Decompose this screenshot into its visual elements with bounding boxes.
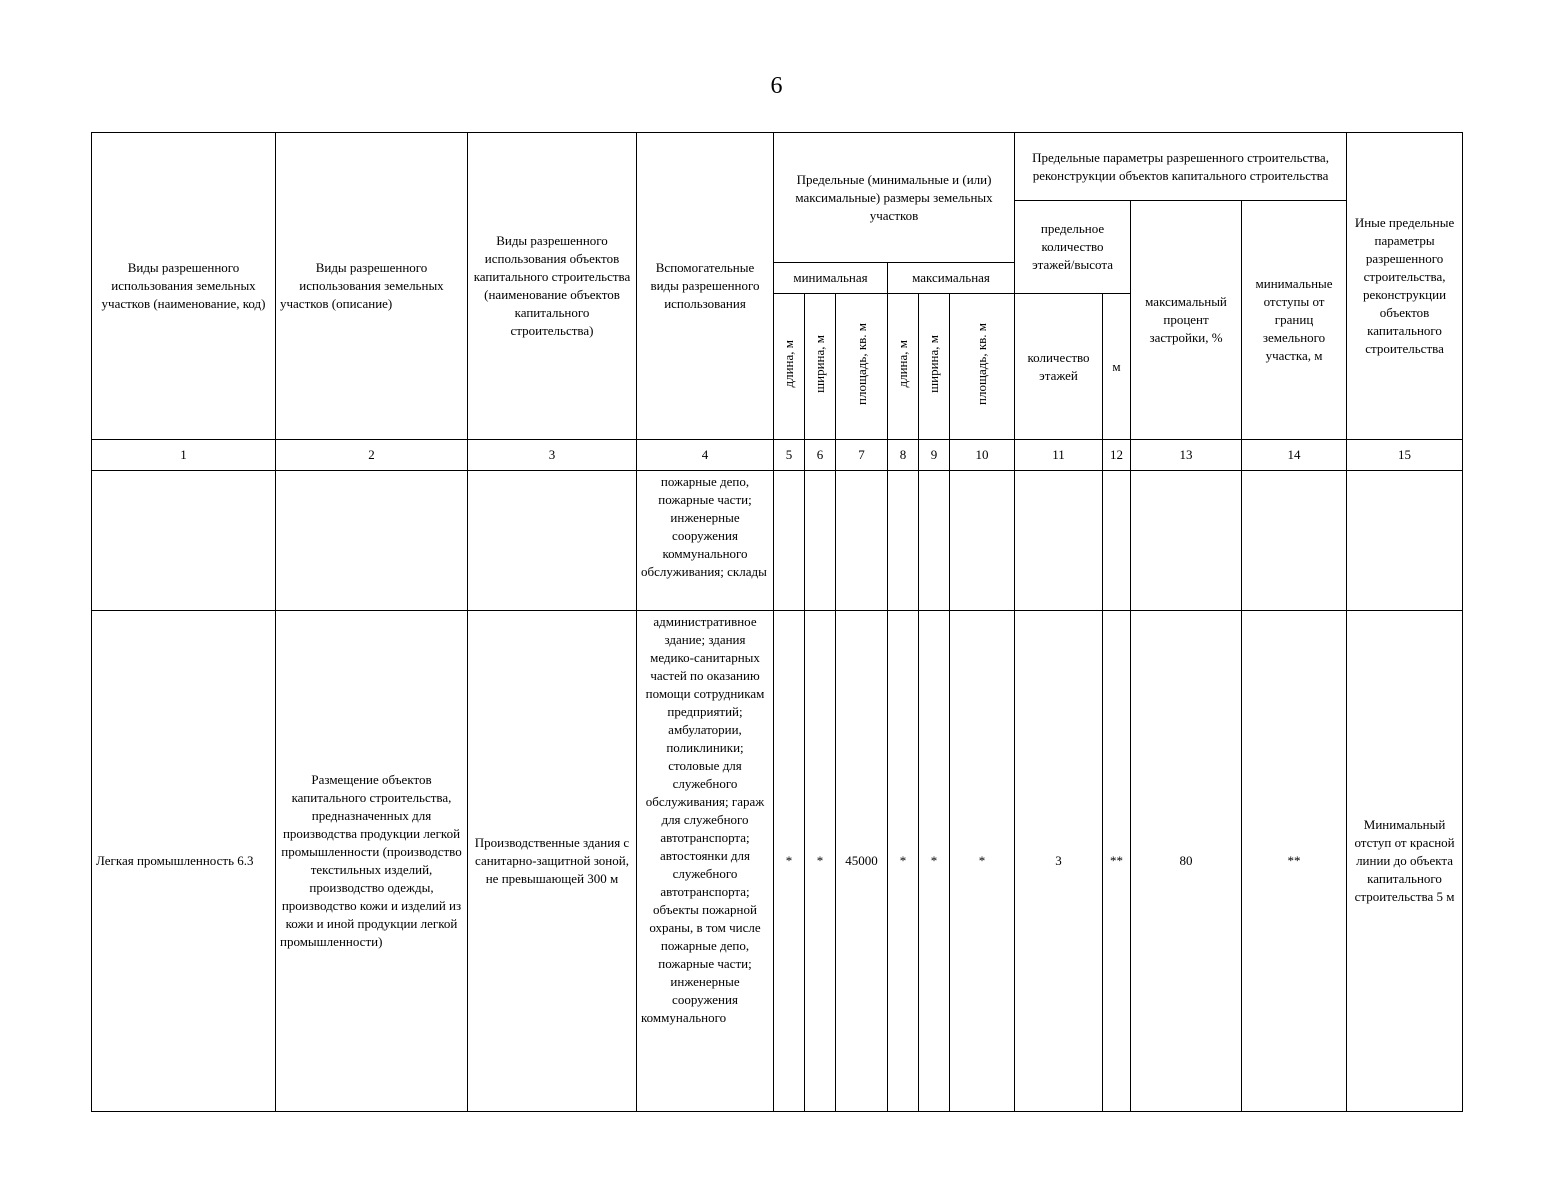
- column-number: 10: [950, 440, 1015, 471]
- header-min-width: ширина, м: [812, 335, 827, 393]
- cell-min-area: [836, 471, 888, 611]
- cell-land-use-name: Легкая промышленность 6.3: [92, 611, 276, 1112]
- zoning-parameters-table: [91, 132, 1463, 1112]
- header-col11: количество этажей: [1015, 294, 1103, 440]
- header-maximum: максимальная: [888, 263, 1015, 294]
- header-max-width: ширина, м: [926, 335, 941, 393]
- column-number: 6: [805, 440, 836, 471]
- cell-max-percent: [1131, 471, 1242, 611]
- cell-max-width: *: [919, 611, 950, 1112]
- header-group-params: Предельные параметры разрешенного строительства, реконструкции объектов капитального строительства: [1015, 133, 1347, 201]
- header-col6: [805, 294, 836, 440]
- cell-min-setback: [1242, 471, 1347, 611]
- column-number: 3: [468, 440, 637, 471]
- header-max-area: площадь, кв. м: [974, 323, 990, 405]
- header-col1: Виды разрешенного использования земельных участков (наименование, код): [92, 133, 276, 440]
- column-number: 9: [919, 440, 950, 471]
- column-number: 11: [1015, 440, 1103, 471]
- cell-land-use-description: Размещение объектов капитального строительства, предназначенных для производства продукции легкой промышленности (производство текстильных изделий, производство одежды, производство кожи и изделий из кожи и иной продукции легкой промышленности): [276, 611, 468, 1112]
- cell-other-params: [1347, 471, 1463, 611]
- column-number: 13: [1131, 440, 1242, 471]
- header-min-setback: минимальные отступы от границ земельного участка, м: [1242, 201, 1347, 440]
- cell-max-length: *: [888, 611, 919, 1112]
- cell-auxiliary-uses: пожарные депо, пожарные части; инженерные сооружения коммунального обслуживания; склады: [637, 471, 774, 611]
- column-number: 1: [92, 440, 276, 471]
- column-number-row: [92, 440, 1463, 471]
- cell-auxiliary-uses: административное здание; здания медико-санитарных частей по оказанию помощи сотрудникам предприятий; амбулатории, поликлиники; столовые для служебного обслуживания; гараж для служебного автотранспорта; автостоянки для служебного автотранспорта; объекты пожарной охраны, в том числе пожарные депо, пожарные части; инженерные сооружения коммунального: [637, 611, 774, 1112]
- header-col3: Виды разрешенного использования объектов капитального строительства (наименование объектов капитального строительства): [468, 133, 637, 440]
- column-number: 4: [637, 440, 774, 471]
- cell-min-area: 45000: [836, 611, 888, 1112]
- header-floors-height: предельное количество этажей/высота: [1015, 201, 1131, 294]
- cell-floors: [1015, 471, 1103, 611]
- cell-other-params: Минимальный отступ от красной линии до объекта капитального строительства 5 м: [1347, 611, 1463, 1112]
- cell-min-length: [774, 471, 805, 611]
- cell-building-use: Производственные здания с санитарно-защитной зоной, не превышающей 300 м: [468, 611, 637, 1112]
- cell-min-width: [805, 471, 836, 611]
- cell-floors: 3: [1015, 611, 1103, 1112]
- header-minimum: минимальная: [774, 263, 888, 294]
- header-col12: м: [1103, 294, 1131, 440]
- header-min-area: площадь, кв. м: [853, 323, 869, 405]
- column-number: 15: [1347, 440, 1463, 471]
- header-col4: Вспомогательные виды разрешенного использования: [637, 133, 774, 440]
- column-number: 5: [774, 440, 805, 471]
- header-col5: [774, 294, 805, 440]
- cell-min-length: *: [774, 611, 805, 1112]
- cell-building-use: [468, 471, 637, 611]
- header-col9: [919, 294, 950, 440]
- header-col8: [888, 294, 919, 440]
- header-group-sizes: Предельные (минимальные и (или) максимальные) размеры земельных участков: [774, 133, 1015, 263]
- header-col10: [950, 294, 1015, 440]
- column-number: 12: [1103, 440, 1131, 471]
- header-col15: Иные предельные параметры разрешенного строительства, реконструкции объектов капитального строительства: [1347, 133, 1463, 440]
- header-min-length: длина, м: [781, 340, 796, 388]
- header-row-1: [92, 133, 1463, 201]
- cell-land-use-name: [92, 471, 276, 611]
- cell-max-width: [919, 471, 950, 611]
- cell-max-length: [888, 471, 919, 611]
- header-max-percent: максимальный процент застройки, %: [1131, 201, 1242, 440]
- cell-min-width: *: [805, 611, 836, 1112]
- cell-max-percent: 80: [1131, 611, 1242, 1112]
- header-col2: Виды разрешенного использования земельных участков (описание): [276, 133, 468, 440]
- column-number: 8: [888, 440, 919, 471]
- page-number: 6: [770, 73, 783, 99]
- cell-min-setback: **: [1242, 611, 1347, 1112]
- cell-land-use-description: [276, 471, 468, 611]
- header-max-length: длина, м: [895, 340, 910, 388]
- cell-max-area: [950, 471, 1015, 611]
- header-col7: [836, 294, 888, 440]
- column-number: 2: [276, 440, 468, 471]
- cell-height: **: [1103, 611, 1131, 1112]
- column-number: 7: [836, 440, 888, 471]
- table-row: [92, 611, 1463, 1112]
- cell-height: [1103, 471, 1131, 611]
- table-row: [92, 471, 1463, 611]
- column-number: 14: [1242, 440, 1347, 471]
- cell-max-area: *: [950, 611, 1015, 1112]
